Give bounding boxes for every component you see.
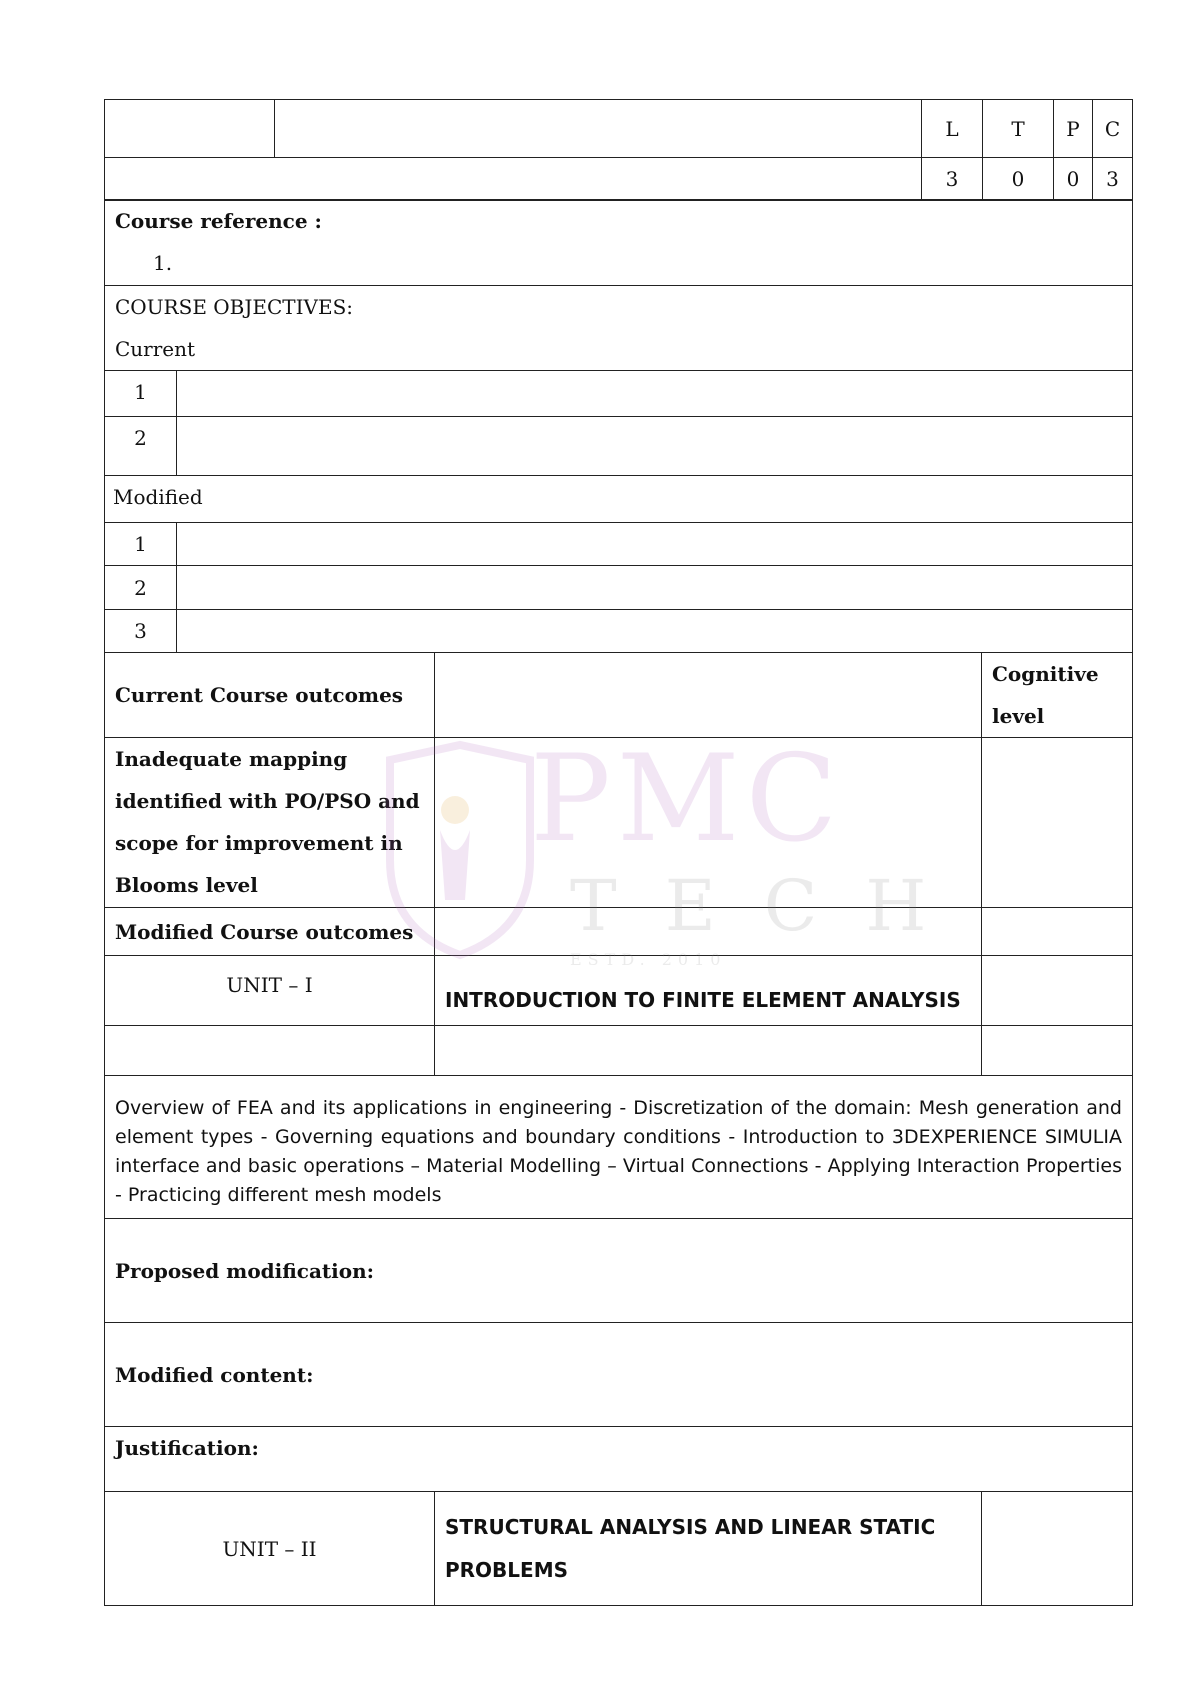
current-objective-number: 1 [105, 371, 177, 417]
objectives-modified-label: Modified [105, 476, 1133, 523]
unit1-blank-cell-1 [105, 1026, 435, 1076]
watermark-line3: ESTD. 2010 [570, 950, 727, 969]
unit1-label: UNIT – I [105, 956, 435, 1026]
course-reference-item: 1. [153, 251, 173, 275]
modified-objective-number: 2 [105, 566, 177, 610]
current-outcomes-label: Current Course outcomes [105, 653, 435, 738]
objectives-heading: COURSE OBJECTIVES: [115, 295, 354, 319]
ltpc-label-p: P [1054, 100, 1093, 158]
current-outcomes-cell [435, 653, 982, 738]
unit2-title: STRUCTURAL ANALYSIS AND LINEAR STATIC PROBLEMS [435, 1492, 982, 1606]
ltpc-value-p: 0 [1054, 158, 1093, 201]
watermark-line2: TECH [570, 865, 975, 947]
unit1-title: INTRODUCTION TO FINITE ELEMENT ANALYSIS [435, 956, 982, 1026]
modified-objective-text [177, 566, 1133, 610]
course-reference-cell [105, 200, 1133, 286]
ltpc-value-t: 0 [983, 158, 1054, 201]
modified-objective-number: 3 [105, 610, 177, 653]
modified-objective-text [177, 610, 1133, 653]
inadequate-cognitive-cell [982, 738, 1133, 908]
inadequate-mapping-cell [435, 738, 982, 908]
course-reference-label: Course reference : [115, 209, 322, 233]
cognitive-level-label: Cognitive level [982, 653, 1133, 738]
unit2-label: UNIT – II [105, 1492, 435, 1606]
unit1-content: Overview of FEA and its applications in engineering - Discretization of the domain: Mesh generation and element types - Governing equations and boundary conditions - Introduction to 3DEXPERIENCE SIMULIA interface and basic operations – Material Modelling – Virtual Connections - Applying Interaction Properties - Practicing different mesh models [105, 1076, 1133, 1219]
ltpc-value-l: 3 [922, 158, 983, 201]
course-code-cell [105, 100, 275, 158]
course-info-cell [105, 158, 922, 201]
inadequate-mapping-label: Inadequate mapping identified with PO/PSO and scope for improvement in Blooms level [105, 738, 435, 908]
unit1-modified-content-label: Modified content: [105, 1323, 1133, 1427]
current-objective-text [177, 417, 1133, 476]
objectives-table [104, 199, 1133, 653]
current-objective-text [177, 371, 1133, 417]
ltpc-label-c: C [1093, 100, 1133, 158]
unit1-blank-cell-3 [982, 1026, 1133, 1076]
unit1-proposed-modification-label: Proposed modification: [105, 1219, 1133, 1323]
outcomes-table [104, 652, 1133, 1606]
objectives-current-label: Current [115, 337, 196, 361]
modified-outcomes-cell [435, 908, 982, 956]
ltpc-label-l: L [922, 100, 983, 158]
current-objective-number: 2 [105, 417, 177, 476]
modified-outcomes-label: Modified Course outcomes [105, 908, 435, 956]
unit1-blank-cell-2 [435, 1026, 982, 1076]
header-table [104, 99, 1133, 201]
watermark-line1: PMC [530, 730, 844, 869]
objectives-header-cell [105, 286, 1133, 371]
unit1-justification-label: Justification: [105, 1427, 1133, 1492]
modified-cognitive-cell [982, 908, 1133, 956]
course-title-cell [275, 100, 922, 158]
ltpc-label-t: T [983, 100, 1054, 158]
ltpc-value-c: 3 [1093, 158, 1133, 201]
modified-objective-number: 1 [105, 523, 177, 566]
unit2-hours-cell [982, 1492, 1133, 1606]
unit1-hours-cell [982, 956, 1133, 1026]
modified-objective-text [177, 523, 1133, 566]
